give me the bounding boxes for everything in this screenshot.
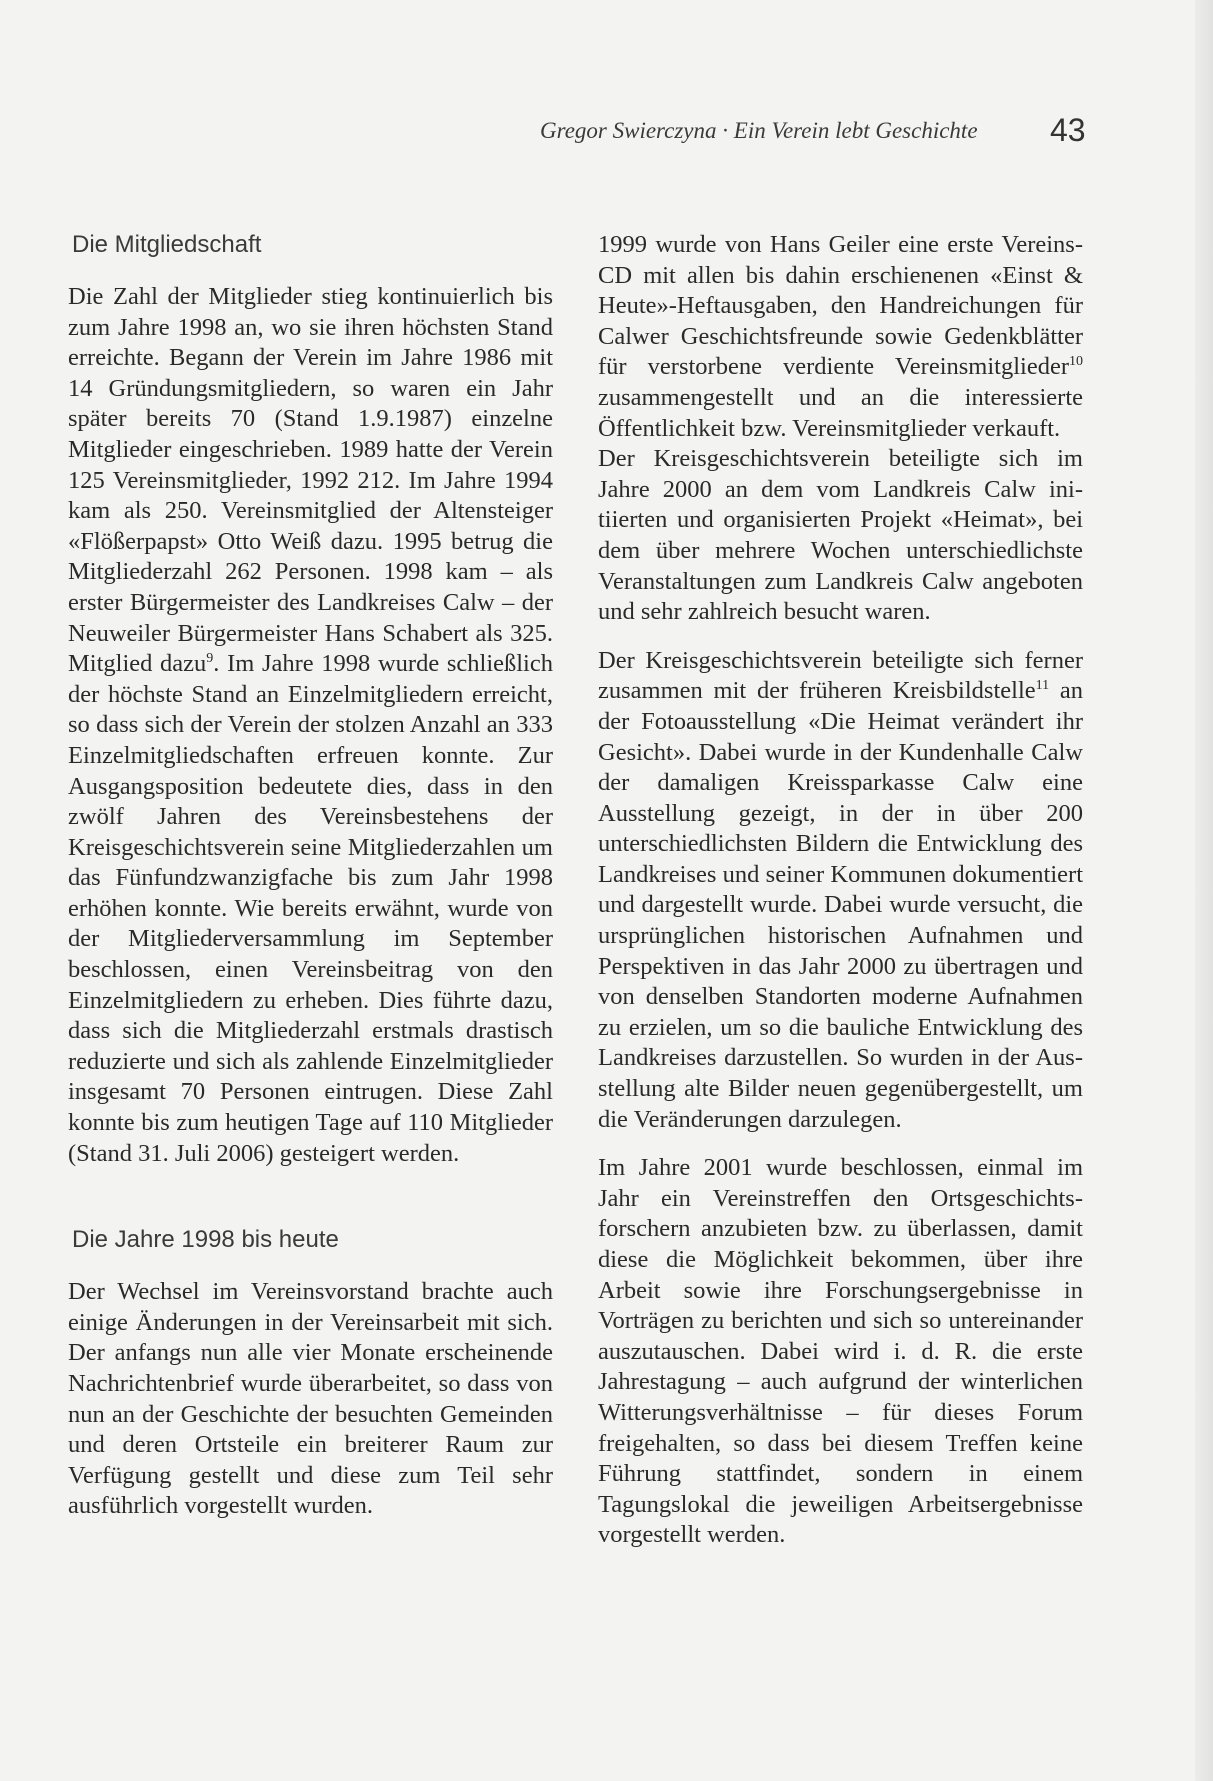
paragraph-board-change: Der Wechsel im Vereinsvorstand brachte auch einige Änderungen in der Vereinsarbeit mit sich. Der anfangs nun alle vier Monate erscheinende Nachrichtenbrief wurde überarbeitet, so dass von nun an der Geschichte der besuchten Gemeinden und deren Ortsteile ein breiterer Raum zur Verfügung gestellt und diese zum Teil sehr ausführlich vorgestellt wurden. <box>68 1278 553 1520</box>
paragraph-text: . Im Jahre 1998 wurde schließlich der höchste Stand an Einzelmitgliedern erreicht, so dass sich der Verein der stolzen Anzahl an 333 Einzelmitgliedschaften erfreuen konnte. Zur Ausgangsposition bedeutete dies, dass in den zwölf Jahren des Vereinsbestehens der Kreisgeschichtsverein seine Mitgliederzahlen um das Fünfundzwanzigfache bis zum Jahr 1998 erhöhen konnte. Wie bereits erwähnt, wurde von der Mitgliederversammlung im September beschlossen, einen Vereinsbeitrag von den Einzelmitgliedern zu erheben. Dies führte dazu, dass sich die Mitgliederzahl erstmals drastisch reduzierte und sich als zahlende Einzelmitglieder insgesamt 70 Personen eintrugen. Diese Zahl konnte bis zum heutigen Tage auf 110 Mitglieder (Stand 31. Juli 2006) gesteigert werden. <box>68 650 553 1167</box>
running-head: Gregor Swierczyna · Ein Verein lebt Geschichte <box>540 118 978 143</box>
section-heading-membership: Die Mitgliedschaft <box>72 231 262 258</box>
paragraph-heimat-project: Der Kreisgeschichtsverein beteiligte sich im Jahre 2000 an dem vom Landkreis Calw initiierten und organisierten Projekt «Heimat», bei dem über mehrere Wochen unterschiedlichste Veranstaltungen zum Landkreis Calw angeboten und sehr zahlreich besucht waren. <box>598 445 1083 626</box>
paragraph-photo-exhibition <box>598 646 1083 1136</box>
page-number: 43 <box>1050 112 1086 148</box>
right-column <box>598 230 1083 1551</box>
left-column <box>68 230 553 1522</box>
paragraph-text: Die Zahl der Mitglieder stieg kontinuierlich bis zum Jahre 1998 an, wo sie ihren höchsten Stand erreichte. Begann der Verein im Jahre 1986 mit 14 Gründungsmitgliedern, so waren ein Jahr später bereits 70 (Stand 1.9.1987) einzelne Mitglieder eingeschrieben. 1989 hatte der Verein 125 Vereinsmitglieder, 1992 212. Im Jahre 1994 kam als 250. Vereinsmitglied der Altensteiger «Flößerpapst» Otto Weiß dazu. 1995 betrug die Mitgliederzahl 262 Personen. 1998 kam – als erster Bürgermeister des Landkreises Calw – der Neuweiler Bürgermeister Hans Schabert als 325. Mitglied dazu <box>68 283 553 678</box>
section-heading-years: Die Jahre 1998 bis heute <box>72 1226 339 1254</box>
page-edge <box>1195 0 1213 1781</box>
paragraph-text: 1999 wurde von Hans Geiler eine erste Vereins-CD mit allen bis dahin erschienenen «Einst & Heute»-Heftausgaben, den Handreichungen für Calwer Geschichtsfreunde sowie Gedenkblätter für verstorbene verdiente Vereinsmitglieder <box>598 231 1083 381</box>
paragraph-cd <box>598 230 1083 444</box>
paragraph-text: Der Kreisgeschichtsverein beteiligte sich ferner zusammen mit der früheren Kreisbildstelle <box>598 646 1083 705</box>
footnote-ref: 11 <box>1035 678 1050 694</box>
footnote-ref: 9 <box>206 650 214 666</box>
footnote-ref: 10 <box>1069 354 1083 370</box>
paragraph-text: zusammengestellt und an die interessierte Öffentlichkeit bzw. Vereinsmitglieder verkauft. <box>598 383 1083 442</box>
paragraph-text: an der Fotoausstellung «Die Heimat verändert ihr Gesicht». Dabei wurde in der Kundenhalle Calw der damaligen Kreissparkasse Calw eine Ausstellung gezeigt, in der in über 200 unterschiedlichsten Bildern die Entwicklung des Landkreises und seiner Kommunen dokumentiert und dargestellt wurde. Dabei wurde versucht, die ursprünglichen historischen Aufnahmen und Perspektiven in das Jahr 2000 zu übertragen und von denselben Standorten moderne Aufnahmen zu erzielen, um so die bauliche Entwicklung des Landkreises darzustellen. So wurden in der Ausstellung alte Bilder neuen gegenübergestellt, um die Veränderungen darzulegen. <box>598 677 1083 1133</box>
paragraph-annual-meeting: Im Jahre 2001 wurde beschlossen, einmal im Jahr ein Vereinstreffen den Ortsgeschichtsforschern anzubieten bzw. zu überlassen, damit diese die Möglichkeit bekommen, über ihre Arbeit sowie ihre Forschungsergebnisse in Vorträgen zu berichten und sich so untereinander auszutauschen. Dabei wird i. d. R. die erste Jahrestagung – auch aufgrund der winterlichen Witterungsverhältnisse – für dieses Forum freigehalten, so dass bei diesem Treffen keine Führung stattfindet, sondern in einem Tagungslokal die jeweiligen Arbeitsergebnisse vorgestellt werden. <box>598 1154 1083 1549</box>
paragraph-membership <box>68 282 553 1169</box>
